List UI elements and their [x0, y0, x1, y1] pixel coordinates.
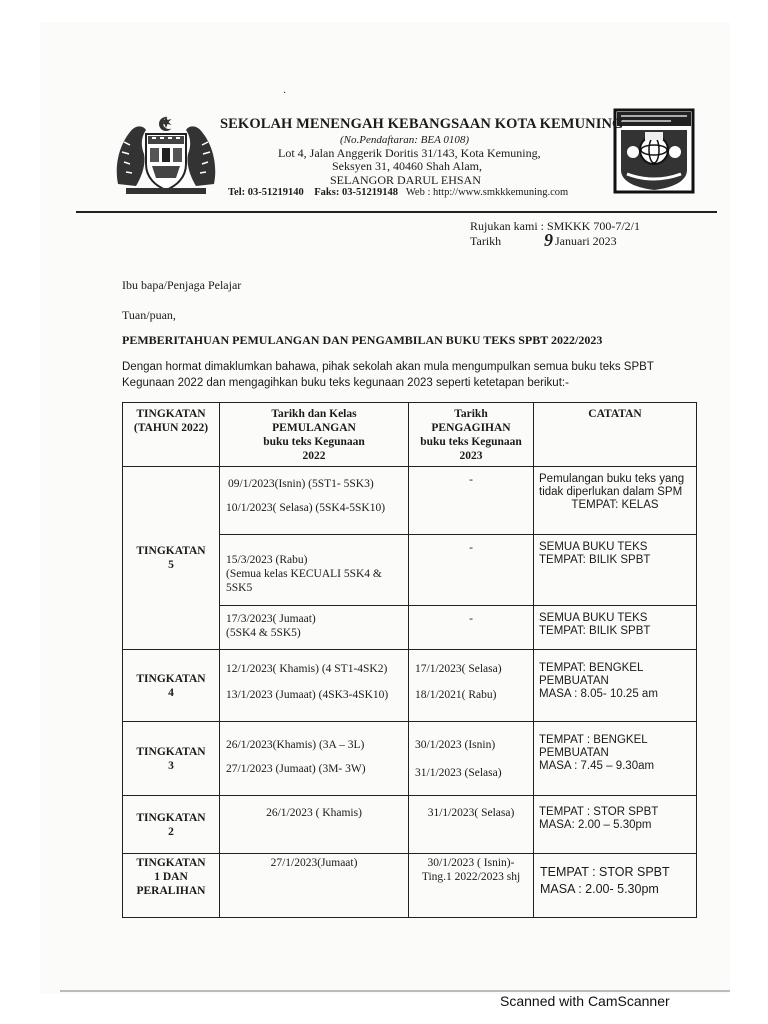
intro-line-1: Dengan hormat dimaklumkan bahawa, pihak sekolah akan mula mengumpulkan semua buku teks SPBT — [122, 361, 654, 373]
table-header-row — [123, 403, 697, 467]
level-form-1 — [123, 854, 220, 918]
issue-note: Ting.1 2022/2023 shj — [421, 871, 521, 883]
note-line: MASA : 2.00- 5.30pm — [540, 882, 659, 896]
speck: · — [283, 88, 287, 99]
table-row — [123, 650, 697, 722]
note-line: TEMPAT: BENGKEL — [539, 662, 644, 674]
return-classes: (Semua kelas KECUALI 5SK4 & — [226, 568, 382, 580]
note-line: MASA : 7.45 – 9.30am — [539, 760, 655, 772]
notes-cell — [534, 467, 697, 535]
telephone: Tel: 03-51219140 — [228, 187, 304, 198]
notes-cell — [534, 606, 697, 650]
return-date: 15/3/2023 (Rabu) — [226, 554, 308, 566]
return-dates — [220, 467, 409, 535]
level-form-4 — [123, 650, 220, 722]
note-line: MASA : 8.05- 10.25 am — [539, 688, 658, 700]
issue-date: - — [469, 474, 473, 486]
address-line-2: Seksyen 31, 40460 Shah Alam, — [332, 159, 482, 173]
note-line: TEMPAT: KELAS — [571, 499, 659, 511]
header-issue-line2: PENGAGIHAN — [431, 422, 511, 434]
notes-cell — [534, 722, 697, 796]
coat-of-arms-logo — [112, 114, 220, 196]
level-label: TINGKATAN — [136, 545, 206, 557]
level-label: TINGKATAN — [136, 745, 206, 758]
header-issue-line1: Tarikh — [454, 408, 488, 420]
issue-date: 31/1/2023( Selasa) — [427, 807, 515, 819]
header-issue — [409, 403, 534, 467]
return-dates — [220, 535, 409, 606]
issue-date: 31/1/2023 (Selasa) — [415, 767, 502, 779]
return-dates — [220, 650, 409, 722]
return-date: 09/1/2023(Isnin) (5ST1- 5SK3) — [228, 478, 374, 490]
intro-paragraph — [122, 359, 662, 391]
website-link[interactable]: Web : http://www.smkkkemuning.com — [405, 187, 569, 198]
header-notes — [534, 403, 697, 467]
return-date: 13/1/2023 (Jumaat) (4SK3-4SK10) — [226, 689, 389, 701]
level-form-3 — [123, 722, 220, 796]
header-level — [123, 403, 220, 467]
date-day-handwritten: 9 — [544, 230, 553, 250]
issue-dates — [409, 606, 534, 650]
header-issue-line4: 2023 — [459, 450, 483, 462]
issue-date: - — [469, 613, 473, 625]
fax: Faks: 03-51219148 — [314, 187, 398, 198]
level-number: 1 DAN — [154, 871, 188, 883]
scanner-watermark: Scanned with CamScanner — [500, 993, 670, 1009]
level-form-5 — [123, 467, 220, 650]
level-label: TINGKATAN — [136, 857, 206, 869]
issue-dates — [409, 467, 534, 535]
return-dates — [220, 722, 409, 796]
issue-dates — [409, 854, 534, 918]
recipient: Ibu bapa/Penjaga Pelajar — [122, 278, 242, 292]
table-row — [123, 722, 697, 796]
return-dates — [220, 796, 409, 854]
issue-dates — [409, 722, 534, 796]
return-dates — [220, 854, 409, 918]
salutation: Tuan/puan, — [122, 308, 176, 322]
issue-date: - — [469, 542, 473, 554]
header-issue-line3: buku teks Kegunaan — [420, 436, 522, 448]
return-classes: (5SK4 & 5SK5) — [226, 627, 301, 639]
note-line: PEMBUATAN — [539, 675, 609, 687]
letter-subject: PEMBERITAHUAN PEMULANGAN DAN PENGAMBILAN BUKU TEKS SPBT 2022/2023 — [122, 333, 603, 347]
issue-dates — [409, 796, 534, 854]
issue-date: 30/1/2023 ( Isnin)- — [427, 857, 515, 869]
note-line: Pemulangan buku teks yang — [539, 473, 685, 485]
registration-number: (No.Pendaftaran: BEA 0108) — [340, 134, 470, 146]
note-line: tidak diperlukan dalam SPM — [539, 486, 683, 498]
level-form-2 — [123, 796, 220, 854]
note-line: TEMPAT : STOR SPBT — [540, 865, 670, 879]
note-line: TEMPAT : STOR SPBT — [539, 806, 659, 818]
page-edge — [60, 990, 730, 992]
level-number: 2 — [168, 825, 174, 838]
header-return-line3: buku teks Kegunaan — [263, 436, 365, 448]
return-dates — [220, 606, 409, 650]
issue-date: 17/1/2023( Selasa) — [415, 663, 502, 675]
header-return-line1: Tarikh dan Kelas — [271, 408, 357, 420]
return-date: 27/1/2023(Jumaat) — [270, 857, 358, 869]
reference-value: SMKKK 700-7/2/1 — [547, 219, 641, 233]
issue-date: 18/1/2021( Rabu) — [415, 689, 497, 701]
note-line: MASA: 2.00 – 5.30pm — [539, 819, 652, 831]
note-line: TEMPAT : BENGKEL — [539, 734, 648, 746]
return-date: 27/1/2023 (Jumaat) (3M- 3W) — [226, 763, 366, 775]
letterhead-divider — [76, 211, 717, 213]
school-name: SEKOLAH MENENGAH KEBANGSAAN KOTA KEMUNING — [220, 116, 624, 132]
contact-line — [228, 187, 568, 198]
return-date: 17/3/2023( Jumaat) — [226, 613, 316, 625]
reference-label: Rujukan kami : — [470, 219, 544, 233]
return-date: 26/1/2023 ( Khamis) — [266, 807, 362, 819]
header-level-line2: (TAHUN 2022) — [133, 422, 209, 434]
issue-dates — [409, 650, 534, 722]
level-label: PERALIHAN — [136, 885, 206, 897]
return-classes: 5SK5 — [226, 582, 253, 594]
notes-cell — [534, 650, 697, 722]
table-row — [123, 467, 697, 535]
issue-dates — [409, 535, 534, 606]
date-label: Tarikh — [470, 234, 502, 248]
level-number: 3 — [168, 759, 174, 772]
notes-cell — [534, 535, 697, 606]
return-date: 26/1/2023(Khamis) (3A – 3L) — [226, 739, 365, 751]
level-number: 5 — [168, 559, 174, 571]
return-date: 12/1/2023( Khamis) (4 ST1-4SK2) — [226, 663, 388, 675]
reference-block — [470, 219, 640, 249]
school-badge-logo — [613, 108, 695, 194]
level-label: TINGKATAN — [136, 672, 206, 685]
school-badge-icon — [613, 108, 695, 194]
notes-cell — [534, 854, 697, 918]
notes-cell — [534, 796, 697, 854]
header-return-line4: 2022 — [302, 450, 326, 462]
note-line: TEMPAT: BILIK SPBT — [539, 625, 651, 637]
level-number: 4 — [168, 686, 174, 699]
issue-date: 30/1/2023 (Isnin) — [415, 739, 496, 751]
note-line: PEMBUATAN — [539, 747, 609, 759]
header-notes-label: CATATAN — [588, 408, 642, 420]
table-row — [123, 854, 697, 918]
table-row — [123, 796, 697, 854]
schedule-table — [122, 402, 697, 918]
return-date: 10/1/2023( Selasa) (5SK4-5SK10) — [226, 502, 386, 514]
note-line: SEMUA BUKU TEKS — [539, 541, 648, 553]
address-line-1: Lot 4, Jalan Anggerik Doritis 31/143, Kota Kemuning, — [278, 146, 541, 160]
note-line: TEMPAT: BILIK SPBT — [539, 554, 651, 566]
header-return — [220, 403, 409, 467]
level-label: TINGKATAN — [136, 811, 206, 824]
date-month-year: Januari 2023 — [555, 234, 617, 248]
coat-of-arms-icon — [112, 114, 220, 196]
note-line: SEMUA BUKU TEKS — [539, 612, 648, 624]
header-return-line2: PEMULANGAN — [272, 422, 356, 434]
intro-line-2: Kegunaan 2022 dan mengagihkan buku teks kegunaan 2023 seperti ketetapan berikut:- — [122, 377, 569, 389]
address-line-3: SELANGOR DARUL EHSAN — [330, 173, 481, 187]
header-level-line1: TINGKATAN — [136, 408, 206, 420]
